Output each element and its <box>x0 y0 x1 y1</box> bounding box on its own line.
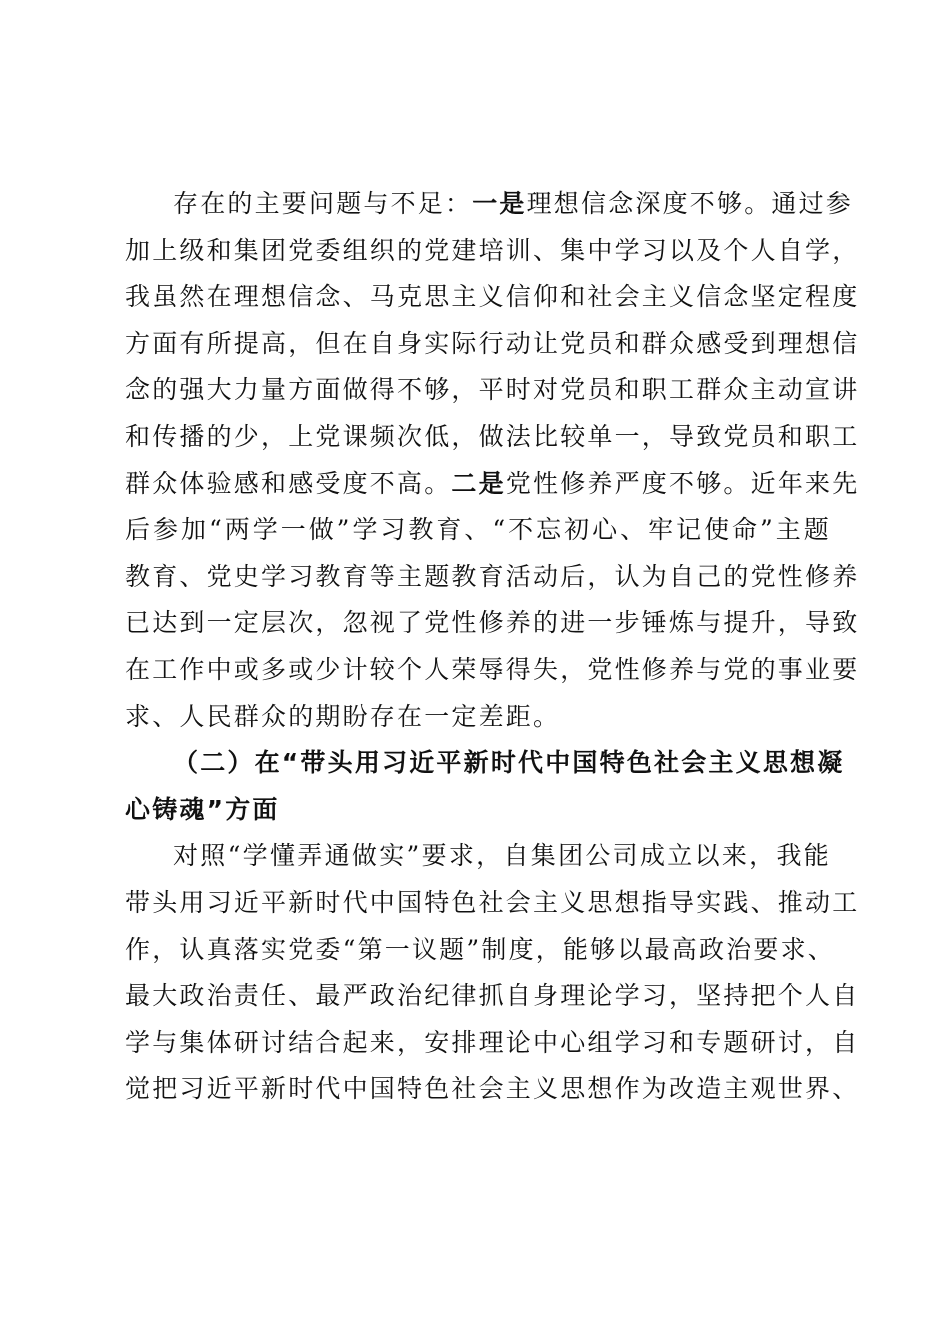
paragraph-line: 和传播的少，上党课频次低，做法比较单一，导致党员和职工 <box>125 421 860 451</box>
paragraph-line <box>125 181 854 228</box>
paragraph-line: 对照“学懂弄通做实”要求，自集团公司成立以来，我能 <box>173 841 831 871</box>
paragraph-line: 念的强大力量方面做得不够，平时对党员和职工群众主动宣讲 <box>125 375 860 405</box>
paragraph-line: 求、人民群众的期盼存在一定差距。 <box>125 701 561 731</box>
bold-marker: 二是 <box>451 468 506 498</box>
paragraph-line: 后参加“两学一做”学习教育、“不忘初心、牢记使命”主题 <box>125 515 831 545</box>
paragraph-line: 方面有所提高，但在自身实际行动让党员和群众感受到理想信 <box>125 328 860 358</box>
paragraph-line <box>125 461 860 508</box>
paragraph-text: 群众体验感和感受度不高。 <box>125 468 452 498</box>
paragraph-line: 最大政治责任、最严政治纪律抓自身理论学习，坚持把个人自 <box>125 981 860 1011</box>
paragraph-line: 在工作中或多或少计较个人荣辱得失，党性修养与党的事业要 <box>125 654 860 684</box>
paragraph-text: 党性修养严度不够。近年来先 <box>505 468 860 498</box>
paragraph-line: 我虽然在理想信念、马克思主义信仰和社会主义信念坚定程度 <box>125 282 860 312</box>
paragraph-line: 作，认真落实党委“第一议题”制度，能够以最高政治要求、 <box>125 934 835 964</box>
bold-marker: 一是 <box>472 189 527 218</box>
paragraph-line: 已达到一定层次，忽视了党性修养的进一步锤炼与提升，导致 <box>125 608 860 638</box>
paragraph-text: 存在的主要问题与不足： <box>173 189 473 218</box>
section-heading: （二）在“带头用习近平新时代中国特色社会主义思想凝 <box>173 748 845 778</box>
paragraph-line: 教育、党史学习教育等主题教育活动后，认为自己的党性修养 <box>125 561 860 591</box>
paragraph-line: 带头用习近平新时代中国特色社会主义思想指导实践、推动工 <box>125 887 860 917</box>
paragraph-line: 学与集体研讨结合起来，安排理论中心组学习和专题研讨，自 <box>125 1027 860 1057</box>
paragraph-text: 理想信念深度不够。通过参 <box>526 189 854 218</box>
section-heading-continued: 心铸魂”方面 <box>125 794 280 824</box>
paragraph-line: 觉把习近平新时代中国特色社会主义思想作为改造主观世界、 <box>125 1074 860 1104</box>
document-body <box>125 181 860 1113</box>
paragraph-line: 加上级和集团党委组织的党建培训、集中学习以及个人自学， <box>125 235 860 265</box>
